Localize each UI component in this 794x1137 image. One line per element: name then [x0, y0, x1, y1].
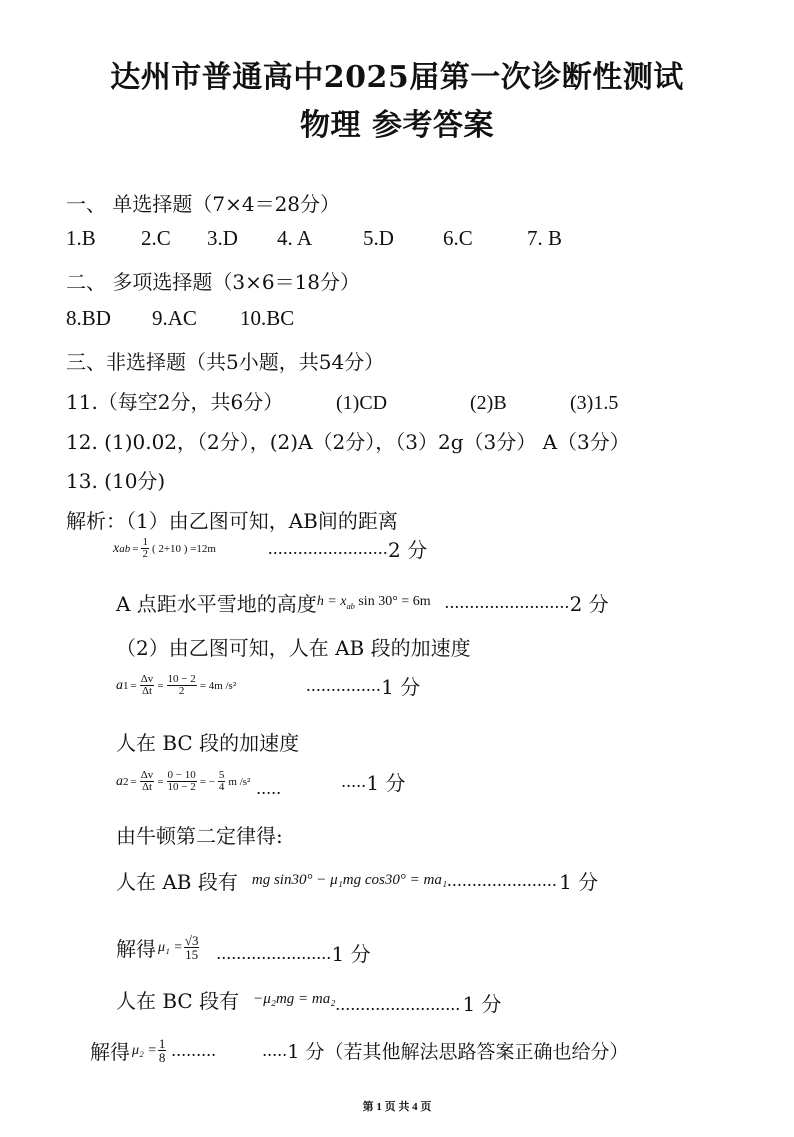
answer-1: 1.B — [66, 226, 96, 250]
mu2-result — [90, 1036, 628, 1065]
eq-symbol-a: a — [116, 773, 123, 789]
score-label: 1 分 — [331, 942, 371, 966]
ab-equation: mg sin30° − μ₁mg cos30° = ma₁ — [251, 872, 448, 888]
fraction-denominator: 15 — [185, 947, 199, 962]
solve-text: 解得 — [116, 937, 156, 961]
eq-equals: = — [132, 542, 139, 555]
eq-rest: m /s² — [228, 775, 251, 788]
answer-8: 8.BD — [66, 306, 111, 330]
mu1-result — [116, 928, 371, 967]
fraction-numerator: √3 — [184, 933, 199, 948]
fraction-numerator: 0 − 10 — [167, 769, 196, 781]
question-11-answer-1: (1)CD — [336, 392, 388, 414]
question-11-label: 11.（每空2分，共6分） — [66, 390, 284, 414]
height-eq-pre: h = x — [316, 594, 347, 610]
fraction-denominator: 2 — [142, 548, 148, 560]
question-11-answer-2: (2)B — [470, 392, 507, 414]
fraction-dv-dt — [140, 674, 155, 697]
fraction-denominator: 8 — [158, 1050, 166, 1065]
fraction-values — [167, 770, 197, 793]
score-dots: ......... — [171, 1040, 217, 1060]
fraction-numerator: 5 — [218, 769, 225, 781]
eq-symbol-x: x — [113, 540, 120, 556]
score-label: 1 分 — [381, 675, 421, 699]
eq-equals: = − — [199, 775, 215, 788]
fraction-five-fourths — [218, 770, 226, 793]
ab-text: 人在 AB 段有 — [116, 870, 238, 894]
fraction-values — [167, 674, 197, 697]
eq-subscript: ab — [119, 542, 131, 555]
fraction-denominator: 2 — [178, 685, 185, 697]
eq-equals: = — [157, 679, 164, 692]
score-label: 2 分 — [387, 538, 428, 562]
fraction-denominator: Δt — [141, 781, 153, 793]
answer-6: 6.C — [443, 226, 473, 250]
fraction-denominator: 10 − 2 — [167, 781, 196, 793]
document-subtitle: 物理 参考答案 — [300, 108, 494, 143]
height-text: A 点距水平雪地的高度 — [116, 592, 317, 616]
fraction-numerator: Δv — [140, 769, 154, 781]
fraction-one-half — [141, 537, 149, 560]
eq-rest: ( 2+10 ) =12m — [151, 542, 216, 555]
fraction-dv-dt — [140, 770, 155, 793]
mu1-symbol: μ₁ = — [158, 939, 183, 955]
section-2-heading: 二、 多项选择题（3×6＝18分） — [66, 270, 361, 294]
fraction-numerator: 10 − 2 — [167, 673, 196, 685]
score-label: 2 分 — [569, 592, 609, 616]
acceleration-bc-equation — [116, 764, 405, 799]
part-2-text: （2）由乙图可知，人在 AB 段的加速度 — [116, 636, 471, 660]
score-label-note: 1 分（若其他解法思路答案正确也给分） — [287, 1041, 629, 1063]
height-equation — [317, 594, 431, 611]
fraction-sqrt3-15 — [184, 934, 200, 961]
score-dots: ..... — [256, 778, 282, 798]
score-dots: ......................... — [444, 592, 570, 612]
newton-law-text: 由牛顿第二定律得: — [116, 824, 283, 848]
score-dots: ........................ — [267, 538, 388, 558]
answer-9: 9.AC — [152, 306, 197, 330]
score-label: 1 分 — [366, 771, 406, 795]
bc-force-equation — [116, 982, 502, 1017]
height-eq-sub: ab — [346, 601, 355, 611]
height-line — [116, 588, 609, 617]
fraction-numerator: 1 — [158, 1036, 166, 1051]
score-dots: ..... — [262, 1040, 288, 1060]
bc-text: 人在 BC 段有 — [116, 989, 240, 1013]
score-dots: ......................... — [335, 994, 461, 1014]
fraction-one-eighth — [158, 1037, 167, 1064]
answer-3: 3.D — [207, 226, 238, 250]
score-dots: ....................... — [216, 943, 332, 963]
mu2-symbol: μ₂ = — [132, 1042, 157, 1058]
answer-2: 2.C — [141, 226, 171, 250]
eq-symbol-a: a — [116, 677, 123, 693]
eq-equals: = — [130, 775, 137, 788]
solution-intro: 解析：（1）由乙图可知，AB间的距离 — [66, 509, 398, 533]
height-eq-post: sin 30° = 6m — [354, 594, 431, 610]
fraction-numerator: 1 — [142, 536, 148, 548]
fraction-denominator: Δt — [141, 685, 153, 697]
fraction-denominator: 4 — [218, 781, 225, 793]
score-dots: ............... — [306, 675, 382, 695]
distance-equation — [113, 534, 427, 563]
question-13-label: 13. (10分) — [66, 469, 166, 493]
section-1-heading: 一、 单选择题（7×4＝28分） — [66, 192, 341, 216]
answer-4: 4. A — [277, 226, 313, 250]
score-dots: ...................... — [447, 870, 558, 890]
bc-equation: −μ₂mg = ma₂ — [253, 991, 336, 1007]
page-footer: 第 1 页 共 4 页 — [362, 1101, 432, 1113]
section-1-answers — [66, 226, 562, 251]
eq-rest: = 4m /s² — [199, 679, 237, 692]
answer-7: 7. B — [527, 226, 563, 250]
score-label: 1 分 — [462, 992, 502, 1016]
question-12: 12. (1)0.02，（2分），(2)A（2分），（3）2g（3分） A（3分） — [66, 430, 630, 454]
fraction-numerator: Δv — [140, 673, 154, 685]
acceleration-ab-equation — [116, 671, 420, 700]
ab-force-equation — [116, 866, 598, 895]
eq-equals: = — [130, 679, 137, 692]
document-title: 达州市普通高中2025届第一次诊断性测试 — [110, 60, 684, 95]
eq-subscript: 2 — [123, 775, 129, 788]
answer-5: 5.D — [363, 226, 394, 250]
score-dots: ..... — [341, 771, 367, 791]
solve-text: 解得 — [90, 1040, 130, 1064]
answer-10: 10.BC — [240, 306, 295, 330]
question-11 — [66, 386, 618, 415]
section-3-heading: 三、非选择题（共5小题，共54分） — [66, 350, 385, 374]
eq-equals: = — [157, 775, 164, 788]
bc-acceleration-text: 人在 BC 段的加速度 — [116, 731, 300, 755]
eq-subscript: 1 — [123, 679, 129, 692]
question-11-answer-3: (3)1.5 — [570, 392, 619, 414]
score-label: 1 分 — [559, 870, 599, 894]
section-2-answers — [66, 306, 294, 331]
